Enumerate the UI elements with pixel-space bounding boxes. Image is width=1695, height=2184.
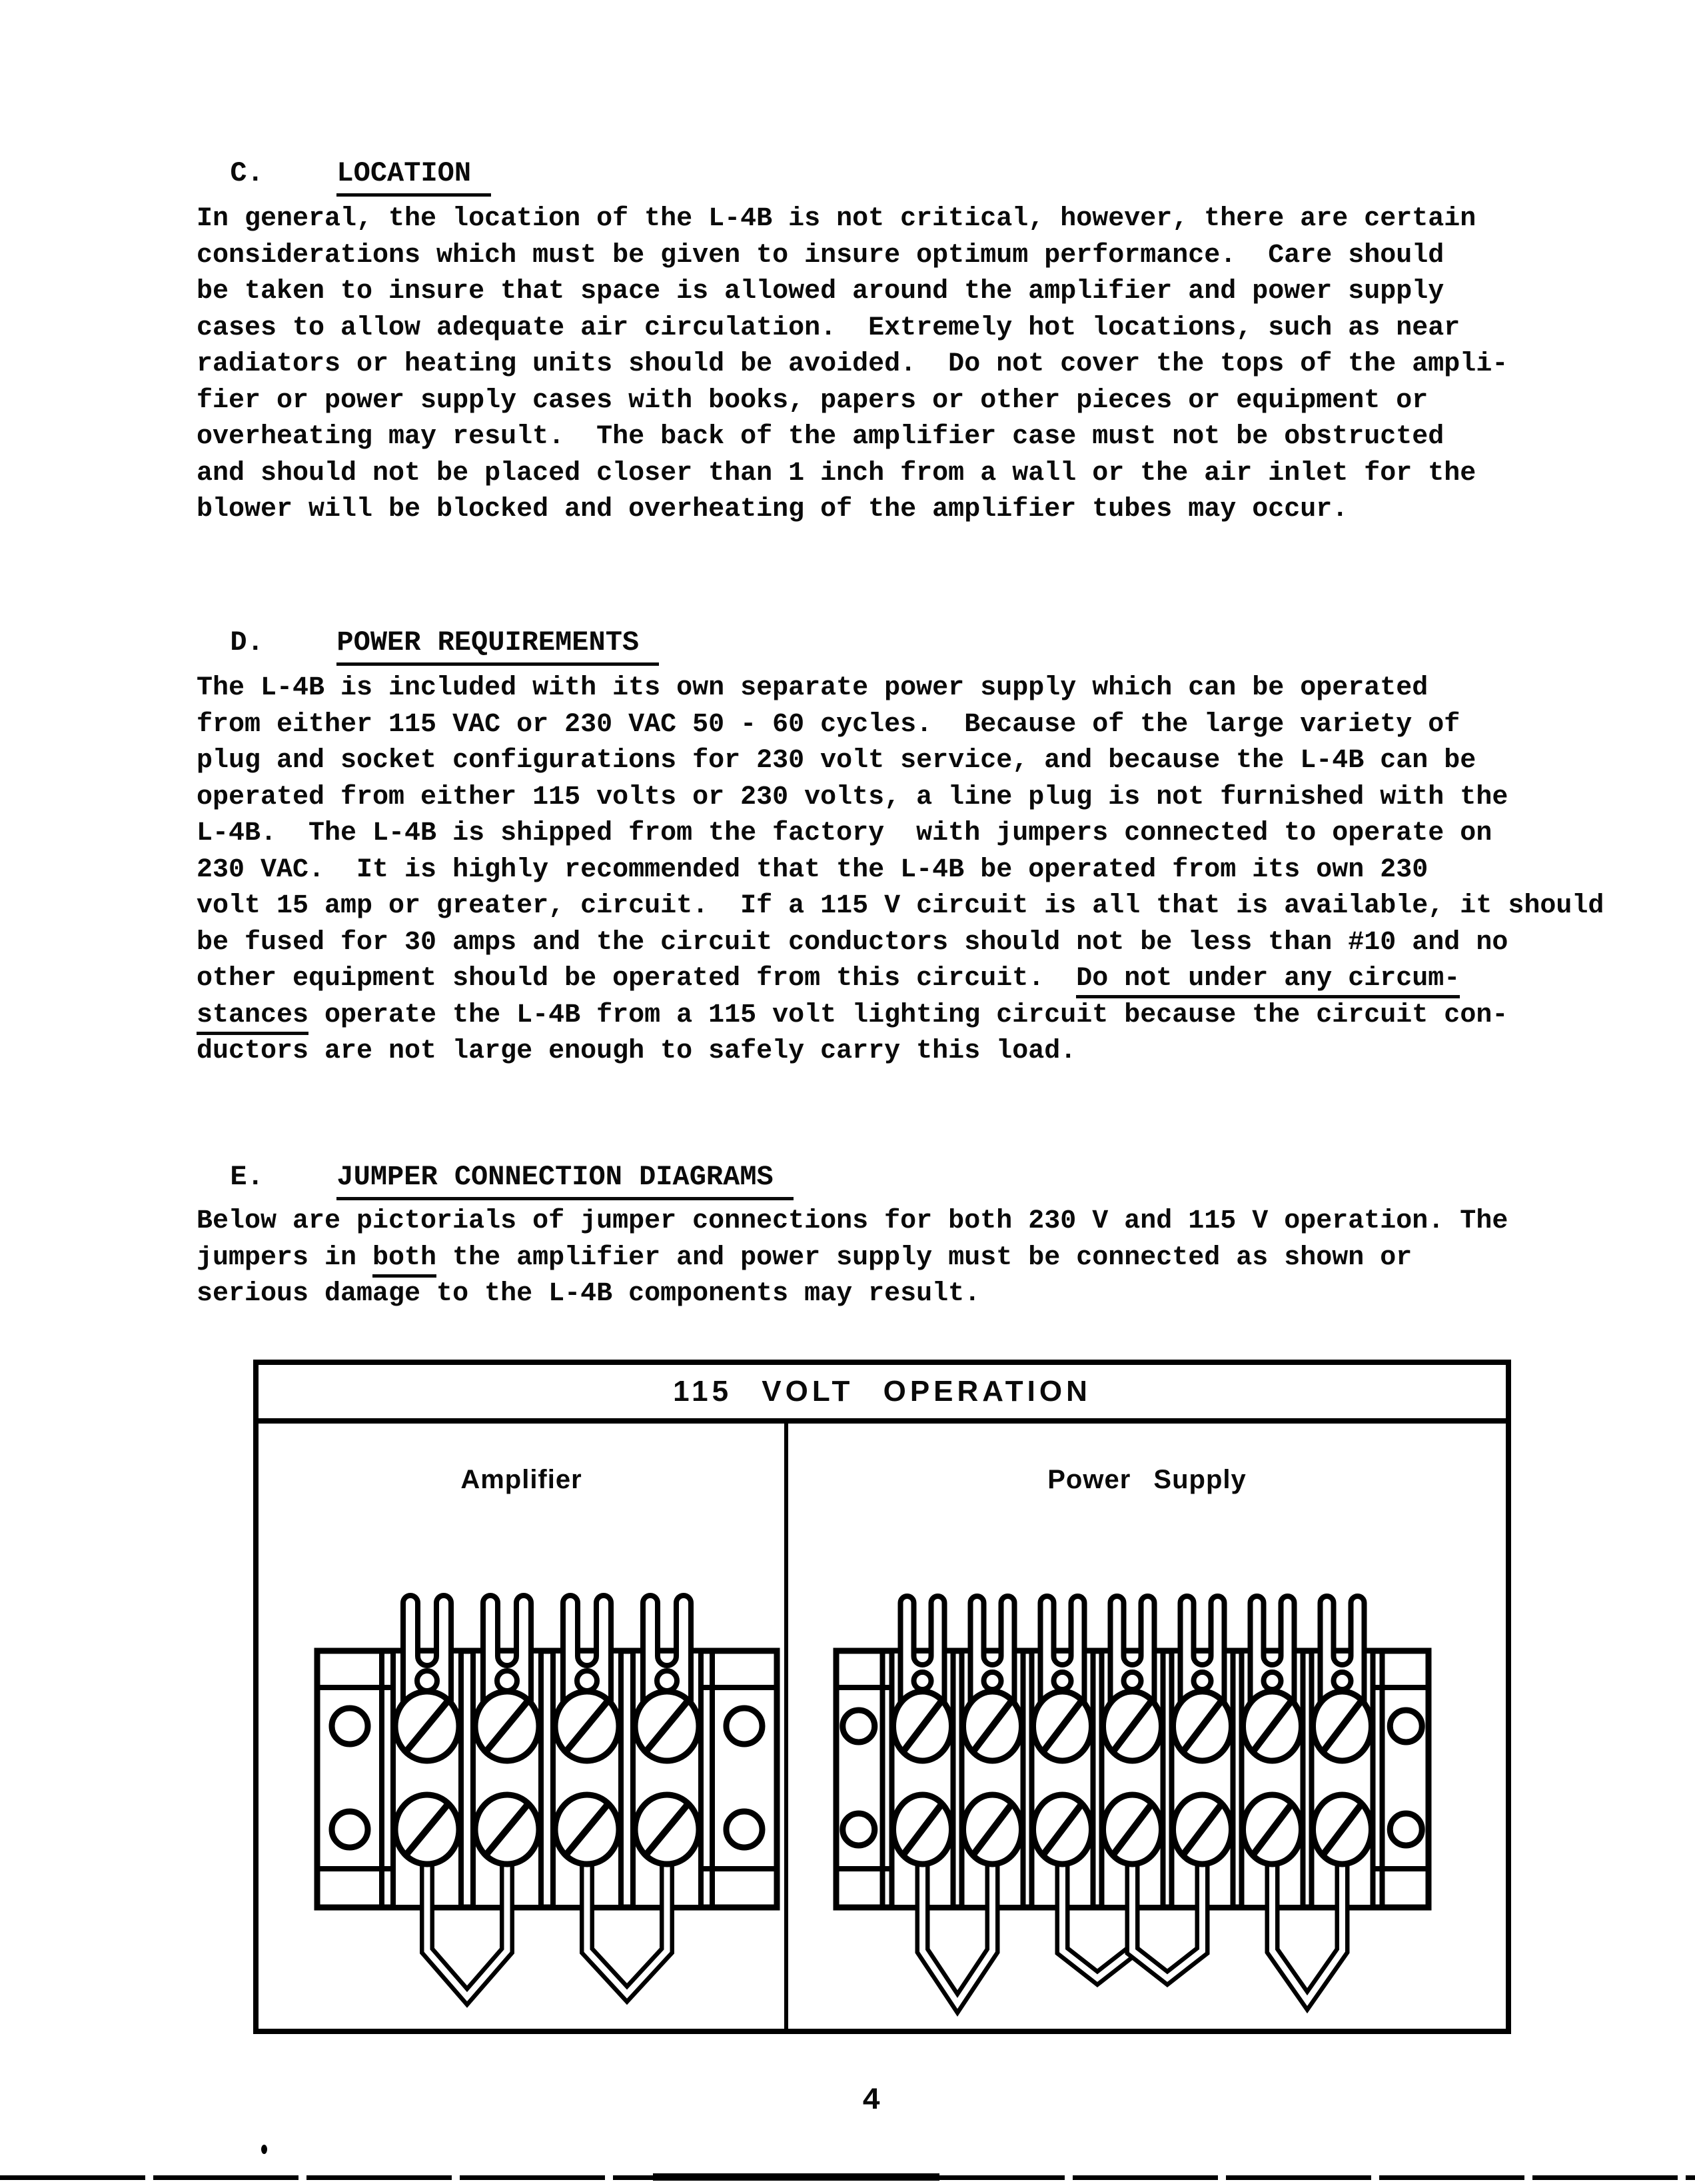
text-line: The L-4B is included with its own separate power supply which can be operated — [197, 673, 1428, 703]
text-line: 230 VAC. It is highly recommended that the L-4B be operated from its own 230 — [197, 854, 1428, 885]
underlined-text: both — [372, 1243, 436, 1278]
text-line: stances operate the L-4B from a 115 volt lighting circuit because the circuit con- — [197, 998, 1604, 1034]
amplifier-panel — [259, 1424, 788, 2029]
section-letter: E. — [230, 1161, 264, 1193]
power-supply-label: Power Supply — [1047, 1465, 1247, 1494]
section-letter: D. — [230, 626, 264, 658]
text-line: and should not be placed closer than 1 inch from a wall or the air inlet for the — [197, 458, 1476, 489]
text-line: be fused for 30 amps and the circuit conductors should not be less than #10 and no — [197, 927, 1508, 958]
page-number: 4 — [862, 2083, 881, 2118]
text-line: operated from either 115 volts or 230 volts, a line plug is not furnished with the — [197, 782, 1508, 812]
text-line: considerations which must be given to insure optimum performance. Care should — [197, 240, 1444, 271]
section-title: JUMPER CONNECTION DIAGRAMS — [336, 1161, 793, 1200]
text-line: from either 115 VAC or 230 VAC 50 - 60 cycles. Because of the large variety of — [197, 709, 1460, 740]
power-supply-panel — [788, 1424, 1506, 2029]
power-supply-terminal-strip-diagram — [833, 1588, 1432, 2027]
text-line: In general, the location of the L-4B is not critical, however, there are certain — [197, 204, 1476, 234]
diagram-panels — [259, 1424, 1506, 2029]
section-d-paragraph — [197, 670, 1604, 1070]
jumper-diagram-box — [253, 1360, 1511, 2034]
scan-edge-artifact-thick — [653, 2173, 939, 2181]
text-line: plug and socket configurations for 230 volt service, and because the L-4B can be — [197, 746, 1476, 776]
text-line: other equipment should be operated from this circuit. Do not under any circum- — [197, 961, 1604, 998]
section-d-heading — [197, 594, 659, 658]
text-line: Below are pictorials of jumper connections for both 230 V and 115 V operation. The — [197, 1206, 1508, 1236]
text-line: cases to allow adequate air circulation. Extremely hot locations, such as near — [197, 313, 1460, 343]
diagram-title: 115 VOLT OPERATION — [259, 1365, 1506, 1424]
text-line: radiators or heating units should be avoided. Do not cover the tops of the ampli- — [197, 349, 1508, 379]
text-line: fier or power supply cases with books, papers or other pieces or equipment or — [197, 385, 1428, 416]
section-e-paragraph — [197, 1204, 1508, 1313]
section-title: LOCATION — [336, 157, 491, 197]
text-line: ductors are not large enough to safely carry this load. — [197, 1036, 1077, 1066]
section-letter: C. — [230, 157, 264, 189]
text-line: serious damage to the L-4B components may result. — [197, 1279, 981, 1309]
underlined-text: Do not under any circum- — [1076, 964, 1460, 998]
section-e-heading — [197, 1129, 794, 1193]
section-title: POWER REQUIREMENTS — [336, 626, 659, 666]
text-line: L-4B. The L-4B is shipped from the factory with jumpers connected to operate on — [197, 818, 1492, 848]
text-line: be taken to insure that space is allowed around the amplifier and power supply — [197, 277, 1444, 307]
section-c-paragraph — [197, 201, 1508, 529]
text-line: volt 15 amp or greater, circuit. If a 115 V circuit is all that is available, it should — [197, 891, 1604, 921]
scan-dot-artifact — [261, 2145, 267, 2154]
text-line: jumpers in both the amplifier and power supply must be connected as shown or — [197, 1240, 1508, 1277]
text-line: blower will be blocked and overheating of the amplifier tubes may occur. — [197, 495, 1349, 525]
text-line: overheating may result. The back of the amplifier case must not be obstructed — [197, 422, 1444, 452]
section-c-heading — [197, 125, 491, 189]
underlined-text: stances — [197, 1000, 308, 1035]
amplifier-terminal-strip-diagram — [314, 1588, 780, 2027]
amplifier-label: Amplifier — [460, 1465, 582, 1494]
